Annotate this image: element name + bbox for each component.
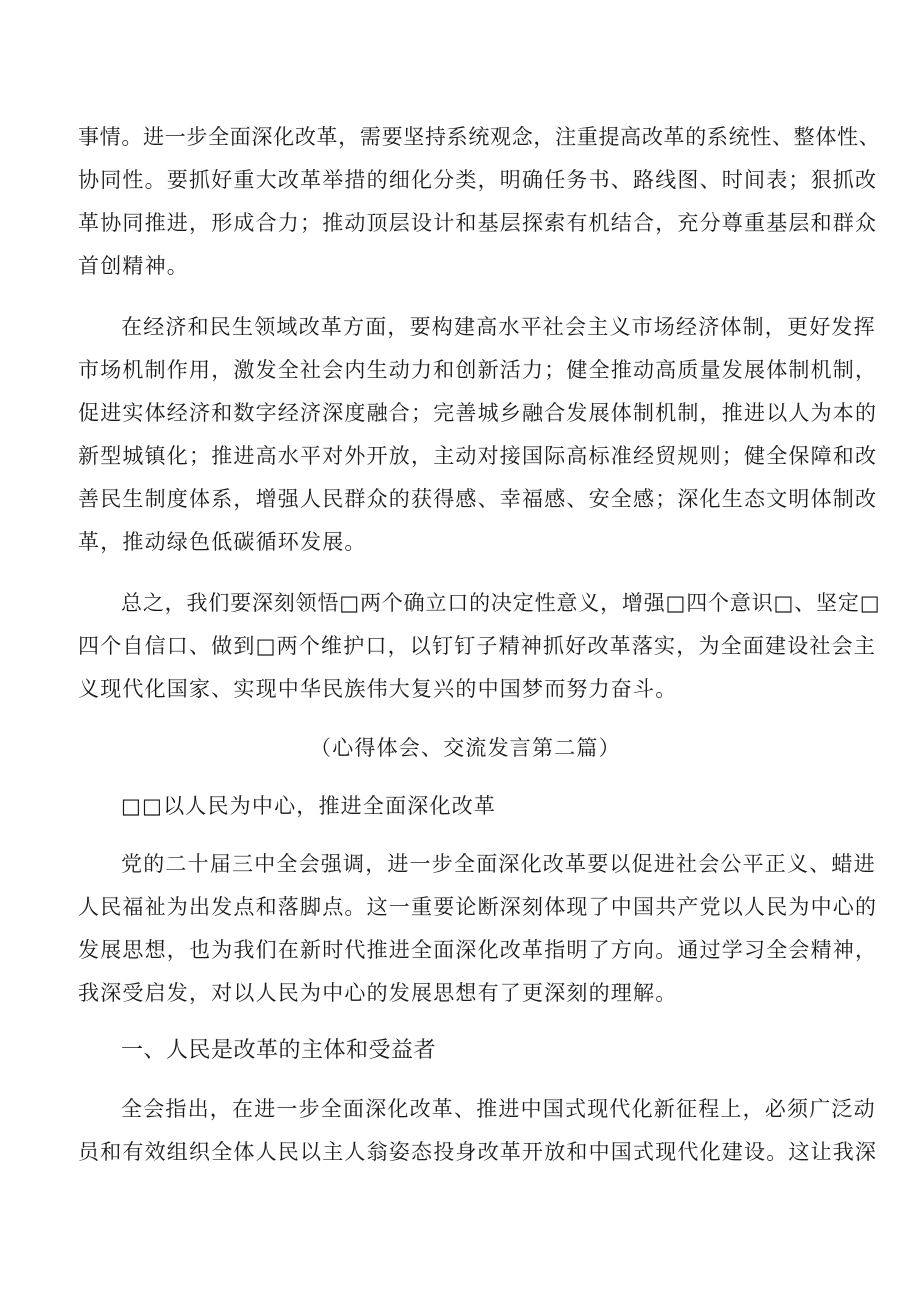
p4-line-4: 我深受启发，对以人民为中心的发展思想有了更深刻的理解。 xyxy=(78,981,678,1005)
section-title: （心得体会、交流发言第二篇） xyxy=(310,736,621,760)
p2-line-5: 善民生制度体系，增强人民群众的获得感、幸福感、安全感；深化生态文明体制改 xyxy=(78,487,878,511)
subtitle: □□以人民为中心，推进全面深化改革 xyxy=(121,794,497,818)
p2-line-4: 新型城镇化；推进高水平对外开放，主动对接国际高标准经贸规则；健全保障和改 xyxy=(78,444,878,468)
p2-line-6: 革，推动绿色低碳循环发展。 xyxy=(78,530,367,554)
p5-line-1: 全会指出，在进一步全面深化改革、推进中国式现代化新征程上，必须广泛动 xyxy=(121,1097,876,1121)
p4-line-3: 发展思想，也为我们在新时代推进全面深化改革指明了方向。通过学习全会精神， xyxy=(78,938,878,962)
p3-line-2: 四个自信口、做到□两个维护口，以钉钉子精神抓好改革落实，为全面建设社会主 xyxy=(78,634,877,658)
p1-line-2: 协同性。要抓好重大改革举措的细化分类，明确任务书、路线图、时间表；狠抓改 xyxy=(78,168,878,192)
p4-line-2: 人民福祉为出发点和落脚点。这一重要论断深刻体现了中国共产党以人民为中心的 xyxy=(78,895,878,919)
p2-line-3: 促进实体经济和数字经济深度融合；完善城乡融合发展体制机制，推进以人为本的 xyxy=(78,401,878,425)
p4-line-1: 党的二十届三中全会强调，进一步全面深化改革要以促进社会公平正义、蜡进 xyxy=(121,852,876,876)
p5-line-2: 员和有效组织全体人民以主人翁姿态投身改革开放和中国式现代化建设。这让我深 xyxy=(78,1140,878,1164)
p2-line-2: 市场机制作用，激发全社会内生动力和创新活力；健全推动高质量发展体制机制， xyxy=(78,358,878,382)
p1-line-1: 事情。进一步全面深化改革，需要坚持系统观念，注重提高改革的系统性、整体性、 xyxy=(78,125,881,149)
p1-line-3: 革协同推进，形成合力；推动顶层设计和基层探索有机结合，充分尊重基层和群众 xyxy=(78,211,878,235)
p3-line-3: 义现代化国家、实现中华民族伟大复兴的中国梦而努力奋斗。 xyxy=(78,677,678,701)
heading-people-subject: 一、人民是改革的主体和受益者 xyxy=(121,1038,437,1063)
p3-line-1: 总之，我们要深刻领悟□两个确立口的决定性意义，增强□四个意识□、坚定□ xyxy=(121,591,881,615)
p2-line-1: 在经济和民生领域改革方面，要构建高水平社会主义市场经济体制，更好发挥 xyxy=(121,315,876,339)
p1-line-4: 首创精神。 xyxy=(78,254,189,278)
